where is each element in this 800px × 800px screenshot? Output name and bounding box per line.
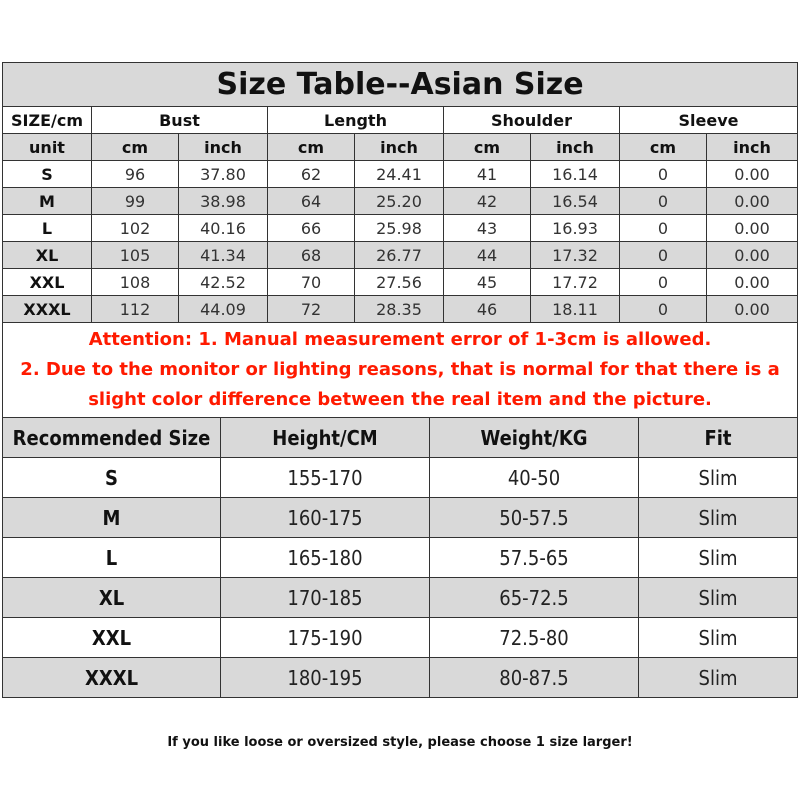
table-cell: 0.00: [707, 215, 798, 242]
table-cell: 112: [92, 296, 179, 323]
table-cell: 44.09: [179, 296, 268, 323]
table-row: [3, 578, 798, 618]
table-cell: 16.93: [531, 215, 620, 242]
size-label: L: [3, 538, 221, 578]
table-cell: 18.11: [531, 296, 620, 323]
table-cell: 72.5-80: [430, 618, 639, 658]
table-cell: 40.16: [179, 215, 268, 242]
table-cell: 57.5-65: [430, 538, 639, 578]
height-header: Height/CM: [221, 418, 430, 458]
table-cell: 28.35: [355, 296, 444, 323]
table-cell: 70: [268, 269, 355, 296]
recommended-size-table: [2, 417, 798, 698]
table-cell: 0: [620, 188, 707, 215]
weight-header: Weight/KG: [430, 418, 639, 458]
table-cell: 66: [268, 215, 355, 242]
table-cell: 0: [620, 296, 707, 323]
table-cell: 0: [620, 269, 707, 296]
table-cell: 68: [268, 242, 355, 269]
table-cell: 0: [620, 161, 707, 188]
table-cell: 16.54: [531, 188, 620, 215]
table-cell: 175-190: [221, 618, 430, 658]
attention-line-3: slight color difference between the real item and the picture.: [88, 389, 712, 410]
table-cell: 41: [444, 161, 531, 188]
table-cell: 0.00: [707, 188, 798, 215]
table-cell: 37.80: [179, 161, 268, 188]
attention-line-1: Attention: 1. Manual measurement error of 1-3cm is allowed.: [88, 329, 712, 350]
table-cell: 0: [620, 215, 707, 242]
size-label: XXL: [3, 618, 221, 658]
table-cell: 16.14: [531, 161, 620, 188]
asian-size-table: [2, 62, 798, 418]
table-title: Size Table--Asian Size: [3, 63, 798, 107]
table-cell: 180-195: [221, 658, 430, 698]
table-cell: 40-50: [430, 458, 639, 498]
table-row: [3, 188, 798, 215]
table-row: [3, 161, 798, 188]
table-cell: 27.56: [355, 269, 444, 296]
table-cell: 80-87.5: [430, 658, 639, 698]
table-row: [3, 296, 798, 323]
size-label: M: [3, 188, 92, 215]
unit-cell: inch: [531, 134, 620, 161]
table-cell: 46: [444, 296, 531, 323]
table-cell: 64: [268, 188, 355, 215]
table-cell: Slim: [639, 498, 798, 538]
table-cell: 0.00: [707, 161, 798, 188]
unit-cell: cm: [92, 134, 179, 161]
table-cell: 0: [620, 242, 707, 269]
table-cell: 26.77: [355, 242, 444, 269]
table-row: [3, 215, 798, 242]
size-label: XXXL: [3, 296, 92, 323]
table-row: [3, 458, 798, 498]
table-cell: 45: [444, 269, 531, 296]
table-cell: 65-72.5: [430, 578, 639, 618]
table-row: [3, 242, 798, 269]
table-cell: Slim: [639, 658, 798, 698]
table-cell: 0.00: [707, 269, 798, 296]
table-cell: 160-175: [221, 498, 430, 538]
size-label: XL: [3, 242, 92, 269]
table-cell: 155-170: [221, 458, 430, 498]
unit-cell: inch: [355, 134, 444, 161]
table-cell: 105: [92, 242, 179, 269]
table-cell: 17.32: [531, 242, 620, 269]
size-label: M: [3, 498, 221, 538]
table-cell: Slim: [639, 538, 798, 578]
attention-line-2: 2. Due to the monitor or lighting reasons, that is normal for that there is a: [20, 359, 780, 380]
size-label: XL: [3, 578, 221, 618]
size-label: XXL: [3, 269, 92, 296]
size-advice-footer: If you like loose or oversized style, please choose 1 size larger!: [167, 735, 633, 750]
fit-header: Fit: [639, 418, 798, 458]
table-cell: 72: [268, 296, 355, 323]
recommended-size-header: Recommended Size: [3, 418, 221, 458]
table-cell: 25.98: [355, 215, 444, 242]
table-cell: 41.34: [179, 242, 268, 269]
unit-cell: unit: [3, 134, 92, 161]
table-title-row: [3, 63, 798, 107]
unit-row: [3, 134, 798, 161]
size-label: S: [3, 161, 92, 188]
size-label: L: [3, 215, 92, 242]
recommended-header-row: [3, 418, 798, 458]
unit-cell: cm: [444, 134, 531, 161]
table-row: [3, 498, 798, 538]
table-cell: Slim: [639, 458, 798, 498]
size-chart: [2, 62, 797, 698]
unit-cell: cm: [268, 134, 355, 161]
size-label: S: [3, 458, 221, 498]
table-cell: 42: [444, 188, 531, 215]
table-cell: Slim: [639, 578, 798, 618]
table-cell: 43: [444, 215, 531, 242]
measurement-header-row: [3, 107, 798, 134]
table-cell: 17.72: [531, 269, 620, 296]
table-cell: 24.41: [355, 161, 444, 188]
shoulder-header: Shoulder: [444, 107, 620, 134]
unit-cell: inch: [707, 134, 798, 161]
table-cell: Slim: [639, 618, 798, 658]
bust-header: Bust: [92, 107, 268, 134]
table-cell: 50-57.5: [430, 498, 639, 538]
table-cell: 165-180: [221, 538, 430, 578]
unit-cell: inch: [179, 134, 268, 161]
size-label: XXXL: [3, 658, 221, 698]
table-row: [3, 269, 798, 296]
table-row: [3, 538, 798, 578]
table-row: [3, 658, 798, 698]
sleeve-header: Sleeve: [620, 107, 798, 134]
size-cm-header: SIZE/cm: [3, 107, 92, 134]
table-cell: 42.52: [179, 269, 268, 296]
table-cell: 0.00: [707, 296, 798, 323]
attention-notes-row: [3, 323, 798, 418]
table-cell: 170-185: [221, 578, 430, 618]
table-cell: 25.20: [355, 188, 444, 215]
table-cell: 108: [92, 269, 179, 296]
table-cell: 38.98: [179, 188, 268, 215]
attention-notes: [3, 323, 798, 418]
table-row: [3, 618, 798, 658]
table-cell: 96: [92, 161, 179, 188]
table-cell: 44: [444, 242, 531, 269]
length-header: Length: [268, 107, 444, 134]
table-cell: 99: [92, 188, 179, 215]
table-cell: 62: [268, 161, 355, 188]
unit-cell: cm: [620, 134, 707, 161]
table-cell: 102: [92, 215, 179, 242]
table-cell: 0.00: [707, 242, 798, 269]
